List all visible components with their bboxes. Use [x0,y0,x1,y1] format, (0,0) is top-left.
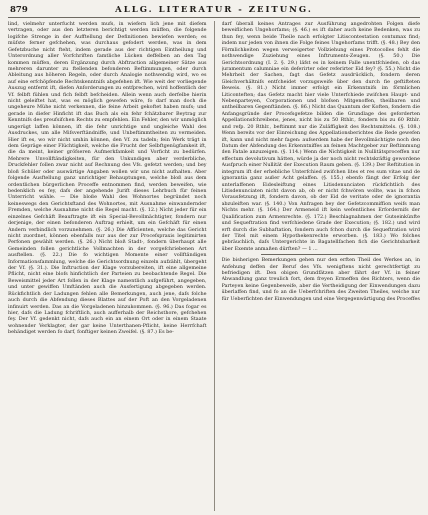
page-number: 879 [10,5,28,15]
right-column-text: darf überall keines Antrages zur Ausführung angedrohten Folgen diefe beweiflichen Ungehorfams; (§. 46.) es ift daher auch keine Bedenken, was zu thun fey, wenn beide Theile nach erfolgter Litiscontestation contumax find; indem nur jeden von ihnen die Folge feines Ungehorfams trifft. (§. 48.) Bey den Förmlichkeiten wegen verweigerter Vollziehung eines Protocolles fehlt die nothwendige Zuziehung eines Inftruments-Zeugen. (§. 50.) Die Gerichtsordnung (I. 2. §. 29.) läfst es in keinem Falle unentfchieden, ob das juramentum calumniae ein deferirter oder referirter Eid fey? (§. 55.) Nicht die Mehrheit der Sachen, fagt das Gefetz ausdrücklich, fondern deren Gleichverhältnifs entfcheidet vorzugsweife über den durch fie geftifteten Beweis. (§. 81.) Nicht immer erfolgt ein Erkenntnifs im förmlichen Liticonteften; das Gefetz macht hier viele Unterfchiede zwifchen Haupt- und Nebenparteyen, Corporationen und blofsen Mitgenoffen, theilbaren und untheilbaren Gegenftänden. (§. 86.) Nicht das Quantum der Koften, fondern die Anfangsgründe der Procefsgefetze bilden die Grundlage des geforderten Appellationsfchreibens, jenes, nicht bis zu 50 Rthlr., fondern bis zu 60 Rthlr. und refp. 20 Rthlr., beftimmt nur die Zuläffigkeit des Rechtsmittels. (§. 108.) Wenn bereits vor der Einreichung des Appellationsberichtes die Rede gewefen ift, kann und nicht mehr fagen: aufserdem habe der Bevollmächtigte noch den Datum der Abfendung des Erkenntniffes an feinen Machtgeber zur Beftimmung den Fatale anzuzeigen. (§. 114.) Wenn die Nichtigkeit in Nullitätsproceffen nur effectum devolutivum hätten, würde ja der noch nicht rechtskräftig gewordene Ausfpruch einer Nullität der Execution Raum geben. (§. 139.) Der Reftitution in integrum ift der erhebliche Unterfchied zwifchen lites et res sum vitae und de ignorantia ganz außer Acht gelaffen. (§. 155.) ebenfo fängt der Erfolg der unterlaffenen Eidesleiftung eines Litisdenunciaten rückfichtlich des Litisdenunciaten nicht davon ab, ob er nicht fchwören wollte, was in fchon Vorausfetzung ift, fondern davon, ob der Eid de veritate oder de ignorantia abzuleiften war. (§. 140.) Von Anfragen bey der Gefetzcommiffion weifs man Nichts mehr. (§. 164.) Der Armeneid ift kein wefentliches Erfordernifs der Qualification zum Armenrechte. (§. 172.) Beschlagnahmen der Gutseinkünfte und Sequeftration find verfchiedene Grade der Execution; (§. 182.) und wird erft durch die Subhaftation, fondern auch fchon durch die Sequeftration wird der Titel mit einem Hypothekenrechte erworben. (§. 183.) Wo folches gebräuchlich, dafs Untergerichte in Bagatellfachen fich die Gerichtsbarkeit über Exemte anmaßen dürften? — 1 ... [221,21,420,252]
left-column [8,21,207,511]
two-column-body [8,21,420,511]
right-column-continuation: Die bisherigen Bemerkungen gehen nur den erften Theil des Werkes an, in Anfehung deffen der Beruf des Vfs. wenigftens nicht gerechtfertigt zu befriedigen ift. Den obigen Grundfätzen aber fährt der Vf. in feiner Abwandlung ganz treulich fort, dem freyen Ermeffen des Richters, wenn die Parteyen keine Gegenbeweife, aber die Vertheidigung der Einwendungen dazu überlaffen find, und fo an die Ueberfchriften des Zweiten Theiles, welche nur für Ueberfichten der Einwendungen und eine Vergegenwärtigung des Proceffes [221,257,420,302]
right-column [222,21,421,511]
column-divider [214,21,215,511]
running-title: ALLG. LITERATUR - ZEITUNG. [115,5,313,15]
page-header [8,5,420,18]
section-divider [261,254,380,255]
left-column-text: lind, vielmehr unterfucht werden mufs, in wiefern lich jene mit diefem vertragen, oder aus den letzteren berichtigt werden müffen, die folgende logifche Strenge in der Aufftellung der Definitionen bewiefen werden; es müfste ferner gefchehen, was durchaus gefodert werden, was in dem Gefetzbuche nicht fteht, indem gerade aus der richtigen Eintheilung und Unterordnung aller Vorfchriften famtliche Lücken deffelben an den Tag kommen müffen, deren Ergänzung durch Abftraction allgemeiner Sätze aus mehreren darunter zu ftellenden befonderen Beftimmungen, oder durch Ableitung aus höheren Regeln, oder durch Analogie nothwendig wird, wo es auf eine erfchöpfende Rechtskenntnifs abgefehen ift. Wie weit der vorliegende Auszug entfernt ift, diefen Anforderungen zu entfprechen, wird hoffentlich der Vf. felbft fühlen und fich felbft befcheiden. Allein wenn auch derfelbe hierin nicht geleiftet hat, was es möglich gewefen wäre, fo darf man doch die ungeheure Mühe nicht verkennen, die feine Arbeit gekoftet haben mufs; und gerade in diefer Hinficht ift das Buch als ein fehr fchätzbarer Beytrag zur Kenntnifs des preufsifchen Rechts zu empfehlen. Ein Fehler, den wir unmöglich ungerügt laffen können, ift die fehr unrichtige und ungleiche Wahl des Ausdruckes, um alle Mifsverftändniffe, und Unbeftimmtheiten zu vermeiden. Hier ift es, wo wir nicht umhin können, den Vf. zu tadeln; fein Werk trägt in dem Gepräge einer Flüchtigkeit, welche die Frucht der Selbftgenügfamkeit ift, die da meint, keiner gröfseren Aufmerkfamkeit und Vorficht zu bedürfen. Mehrere Unvollftändigkeiten, für den Unkundigen aber verderbliche, Druckfehler follen zwar nicht auf Rechnung des Vfs. gefetzt werden; und bey bloß Schüler oder auswärtige Angaben wollen wir uns nicht aufhalten. Aber folgende Ausftellung ganz unrichtiger Behauptungen, welche bloß aus dem ordentlichen bürgerlichen Proceffe entnommen find, werden beweifen, wie bedenklich es fey, dafs der angehende Jurift dieses Lehrbuch für feinen Unterricht wähle. — Die bloße Wahl des Wohnortes begründet noch keineswegs den Gerichtsftand des Wohnortes, mit Ausnahme einwandernder Fremden, welche Ausnahme nicht die Regel macht. (§. 12.) Nicht jeder für ein einzelnes Gefchäft Beauftragte ift ein Special-Bevollmächtigter, fondern nur derjenige, der einen befonderen Auftrag erhielt, um ein Gefchäft für einen Andern verbindlich vorzunehmen. (§. 26.) Die Afficienten, welche das Gericht nicht zuordnet, können ebenfalls nur aus der zur Procefspraxis legitimirten Perfonen gewählt werden. (§. 26.) Nicht bloß Stadt-, fondern überhaupt alle Gemeinden follen gerichtliche Vollmachten in der vorgefchriebenen Art ausftellen. (§. 22.) Die fo wichtigen Momente einer vollftändigen Informationsfammlung, welche die Gerichtsordnung einzeln aufzählt, übergeht der Vf. (§. 31.). Die Inftruction der Klage vorzubereiten, ift eine allgemeine Pflicht, nicht eine blofs hinfichtlich der Parteien zu beobachtende Regel. Die Beweismittel jeder Art follen in der Klage namentlich aufgeführt, angegeben, und unter gewiffen Umftänden auch die Ausfertigung abgegeben werden. Rückfichtlich der Ladungen fehlen alle Bemerkungen, auch jene, dafs folche auch durch die Abfendung dieses Blattes auf der Poft an den Vorgeladenen infinuirt werden. Das an die Vorgeladenen hinzukommen. (§. 96.) Das fogar es hier, dafs die Ladung fchriftlich, auch aufferhalb der Reichsthore, gefchehen fey. Der Vf. gedenkt nicht, dafs auch ein an einem Ort oder in einem Staate wohnender Verklagter, der gar keine Unterthanen-Pflicht, keine Herrfchaft behändiget werden fo darf, fonftiger keinen Zweifel. (§. 87.) Es be- [8,21,207,336]
